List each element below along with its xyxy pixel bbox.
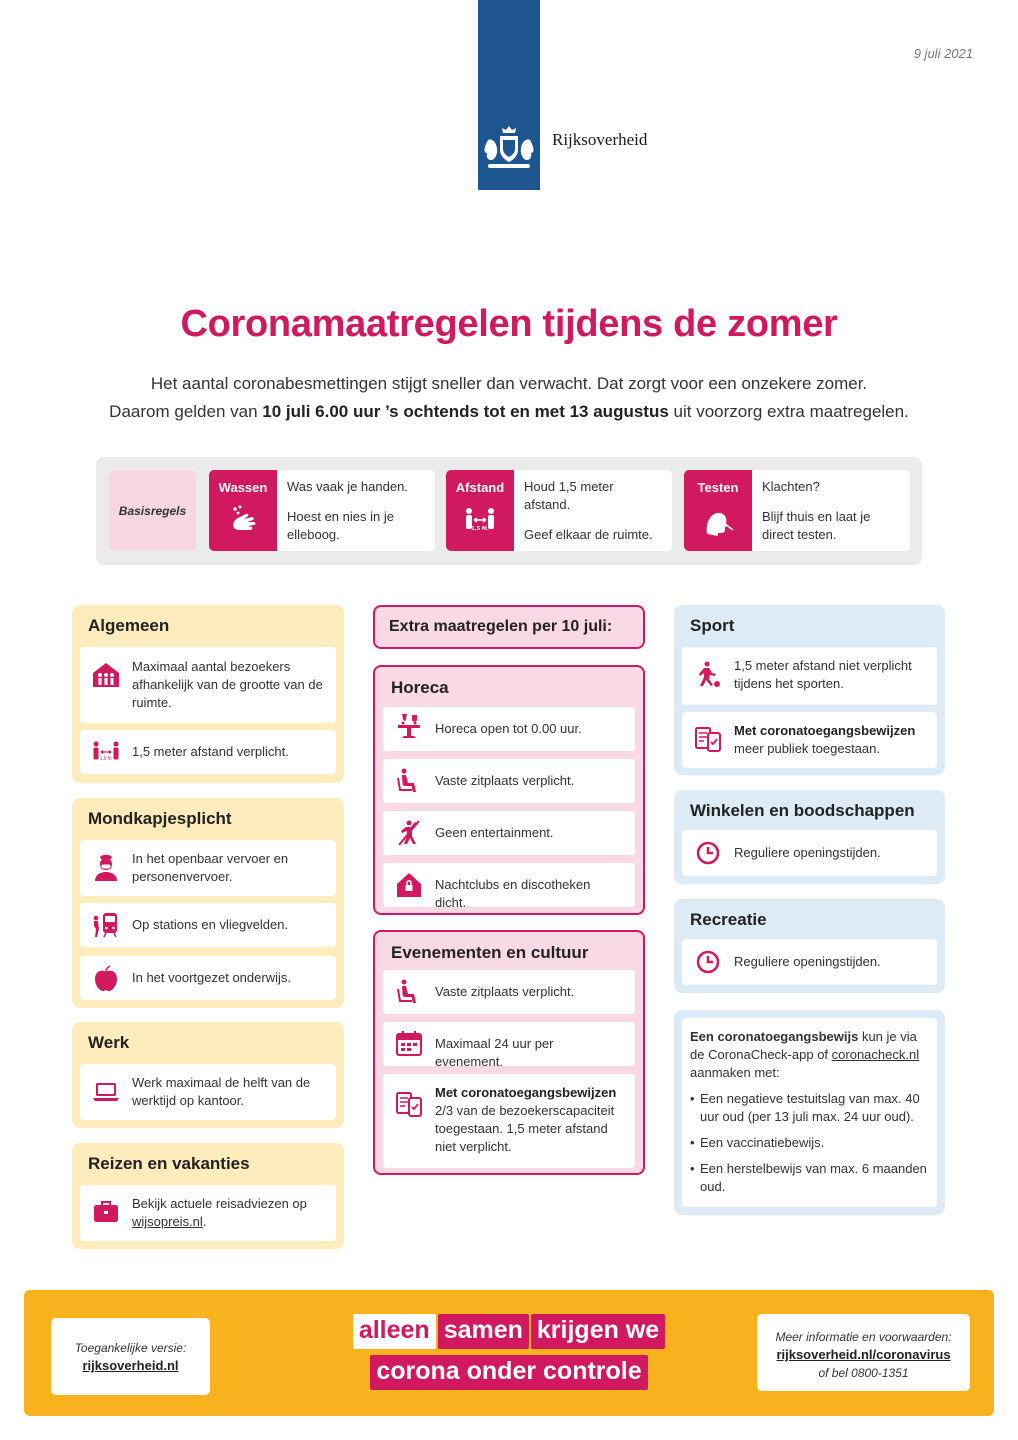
building-visitors-icon [91,660,121,690]
section-recreatie [674,899,945,993]
basisregel-text-1: Klachten? [762,479,820,494]
ctb-bold: Met coronatoegangsbewijzen [435,1085,617,1100]
basisregel-text-2: Hoest en nies in je elleboog. [287,509,394,542]
item-text: 1,5 meter afstand niet verplicht tijdens het sporten. [734,658,912,691]
distance-icon [463,504,497,538]
section-title: Winkelen en boodschappen [690,801,915,820]
section-evenementen [373,930,645,1175]
intro-line-1: Het aantal coronabesmettingen stijgt sneller dan verwacht. Dat zorgt voor een onzekere zomer. [150,374,868,393]
info-text-2: aanmaken met: [690,1065,780,1080]
basisregel-tag [209,470,277,551]
section-algemeen [72,605,344,783]
more-info-label: Meer informatie en voorwaarden: [775,1330,952,1344]
ctb-bold: Met coronatoegangsbewijzen [734,723,916,738]
list-item [682,830,937,876]
section-reizen [72,1143,344,1249]
rijksoverheid-wordmark: Rijksoverheid [552,130,648,149]
basisregel-tag [684,470,752,551]
train-traveler-icon [91,910,121,940]
basisregel-tag-label: Afstand [455,480,505,495]
list-item [80,840,336,896]
list-item [383,811,635,855]
slogan-word: alleen [353,1314,436,1349]
basisregels-label: Basisregels [109,470,196,551]
clock-icon [693,947,723,977]
item-text: Werk maximaal de helft van de werktijd op kantoor. [132,1075,311,1108]
section-title: Evenementen en cultuur [391,943,589,962]
rijksoverheid-link[interactable]: rijksoverheid.nl [82,1358,179,1373]
basisregel-testen [684,470,910,551]
distance-icon [91,737,121,767]
more-info-box [757,1314,970,1391]
coronavirus-link[interactable]: rijksoverheid.nl/coronavirus [776,1347,951,1362]
ctb-text: meer publiek toegestaan. [734,741,880,756]
basisregels-panel [96,457,922,565]
section-title: Mondkapjesplicht [88,809,232,828]
section-title: Algemeen [88,616,170,635]
item-text: 1,5 meter afstand verplicht. [132,744,289,759]
seated-person-icon [394,766,424,796]
list-item [80,903,336,947]
basisregel-text [277,470,435,551]
list-item [80,647,336,723]
basisregel-text [514,470,672,551]
item-text: Maximaal aantal bezoekers afhankelijk van de grootte van de ruimte. [132,659,323,710]
slogan-word: krijgen we [531,1314,665,1349]
accessible-version-label: Toegankelijke versie: [74,1341,187,1355]
cafe-table-icon [394,711,424,741]
intro-text [0,370,1018,426]
wijsopreis-link[interactable]: wijsopreis.nl [132,1214,203,1229]
basisregel-tag-label: Testen [697,480,739,495]
item-text [734,722,927,758]
list-item: • Een vaccinatiebewijs. [690,1134,929,1152]
list-item: • Een negatieve testuitslag van max. 40 uur oud (per 13 juli max. 24 uur oud). [690,1090,929,1126]
list-item [383,970,635,1014]
section-werk [72,1022,344,1128]
apple-icon [91,963,121,993]
item-text: Op stations en vliegvelden. [132,917,289,932]
no-entertainment-icon [394,818,424,848]
svg-text:1,5 M.: 1,5 M. [471,526,489,532]
section-title: Werk [88,1033,130,1052]
slogan-word: samen [438,1314,529,1349]
basisregel-text-2: Geef elkaar de ruimte. [524,527,653,542]
list-item [80,1185,336,1241]
list-item [383,759,635,803]
slogan-word: corona onder controle [370,1355,647,1390]
item-text: Maximaal 24 uur per evenement. [435,1036,554,1069]
info-intro [690,1028,929,1082]
section-sport [674,605,945,775]
item-text: Vaste zitplaats verplicht. [435,773,575,788]
access-pass-icon [693,724,723,754]
item-text: Horeca open tot 0.00 uur. [435,721,582,736]
section-title: Recreatie [690,910,767,929]
basisregel-afstand [446,470,672,551]
section-title: Reizen en vakanties [88,1154,250,1173]
list-item [80,730,336,774]
list-item: • Een herstelbewijs van max. 6 maanden oud. [690,1160,929,1196]
page-title: Coronamaatregelen tijdens de zomer [180,303,838,345]
access-pass-icon [394,1089,424,1119]
info-text-1: kun je via de CoronaCheck-app of [690,1029,917,1062]
list-item [682,939,937,985]
list-item [682,712,937,768]
coronatoegangsbewijs-info [674,1010,945,1215]
coat-of-arms-icon [478,122,540,178]
section-title: Sport [690,616,735,635]
section-mondkapjesplicht [72,798,344,1008]
date: 9 juli 2021 [913,46,973,61]
svg-text:1,5 M.: 1,5 M. [99,756,113,761]
item-text: In het openbaar vervoer en personenvervoer. [132,851,289,884]
list-item [80,956,336,1000]
football-player-icon [693,660,723,690]
extra-maatregelen-header: Extra maatregelen per 10 juli: [373,605,645,649]
section-winkelen [674,790,945,884]
reizen-text: Bekijk actuele reisadviezen op [132,1196,307,1211]
item-text: Reguliere openingstijden. [734,845,881,860]
item-text: Reguliere openingstijden. [734,954,881,969]
list-item [682,647,937,705]
ctb-text: 2/3 van de bezoekerscapaciteit toegestaan. 1,5 meter afstand niet verplicht. [435,1103,615,1154]
hand-wash-icon [226,504,260,538]
basisregel-text-1: Houd 1,5 meter afstand. [524,479,614,512]
item-text: Nachtclubs en discotheken dicht. [435,877,591,910]
list-item [383,1074,635,1168]
seated-person-icon [394,977,424,1007]
intro-line-2-bold: 10 juli 6.00 uur ’s ochtends tot en met 13 augustus [262,402,669,421]
coronacheck-link[interactable]: coronacheck.nl [831,1047,920,1062]
item-text [132,1195,326,1231]
clock-icon [693,838,723,868]
intro-line-2 [0,398,1018,426]
list-item [383,1022,635,1069]
item-text: In het voortgezet onderwijs. [132,970,291,985]
intro-line-2-pre: Daarom gelden van [109,402,263,421]
face-mask-person-icon [91,852,121,882]
intro-line-2-post: uit voorzorg extra maatregelen. [668,402,909,421]
closed-club-icon [394,870,424,900]
footer-banner [24,1290,994,1416]
reizen-text-end: . [202,1214,207,1229]
list-item [80,1064,336,1120]
laptop-icon [91,1076,121,1106]
calendar-icon [394,1029,424,1059]
info-bullets [690,1090,929,1196]
suitcase-icon [91,1197,121,1227]
basisregel-tag [446,470,514,551]
item-text: Geen entertainment. [435,825,554,840]
section-horeca [373,665,645,915]
item-text [435,1084,625,1156]
list-item [383,707,635,751]
phone-text: of bel 0800-1351 [818,1366,909,1380]
basisregel-text-1: Was vaak je handen. [287,479,408,494]
basisregel-tag-label: Wassen [218,480,268,495]
basisregel-wassen [209,470,435,551]
list-item [383,863,635,910]
basisregel-text-2: Blijf thuis en laat je direct testen. [762,509,871,542]
info-card [682,1018,937,1207]
info-bold: Een coronatoegangsbewijs [690,1029,859,1044]
test-icon [701,504,735,538]
section-title: Horeca [391,678,449,697]
item-text: Vaste zitplaats verplicht. [435,984,575,999]
basisregel-text [752,470,910,551]
